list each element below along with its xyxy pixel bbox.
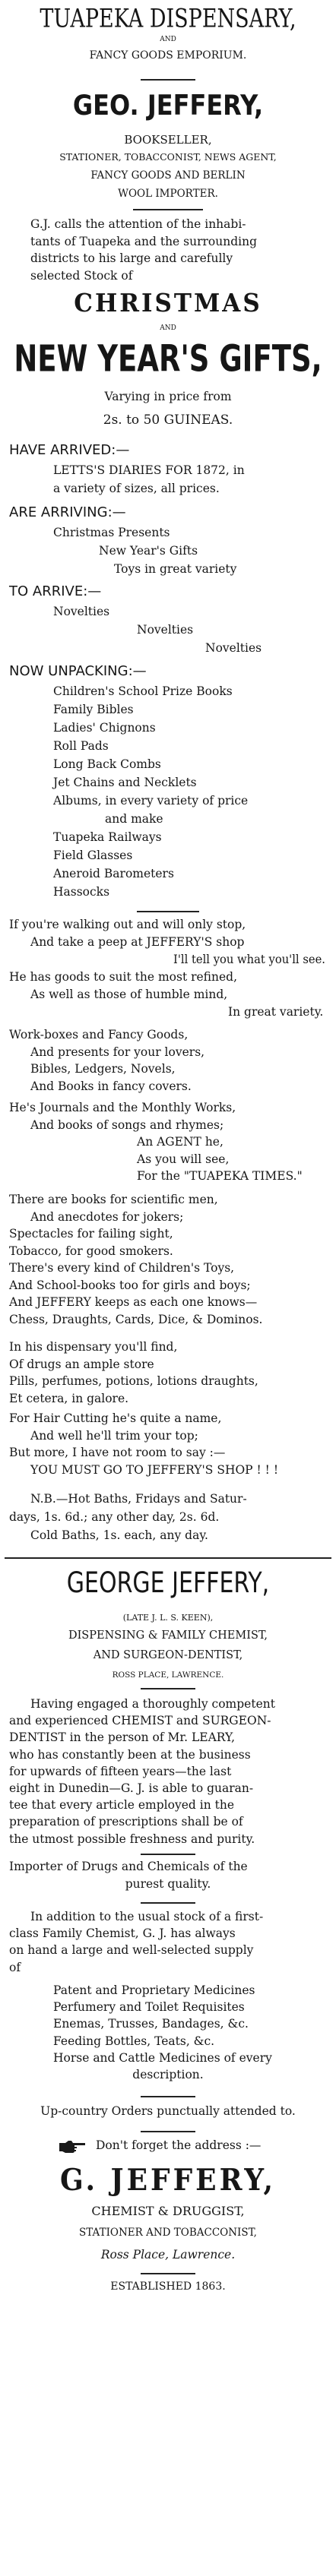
verse-line: Work-boxes and Fancy Goods,	[9, 1028, 189, 1041]
paragraph-line: tee that every article employed in the	[9, 1798, 234, 1813]
divider-rule	[141, 79, 195, 81]
to-arrive-line: Novelties	[205, 641, 262, 655]
chemist-name: GEORGE JEFFERY,	[66, 1566, 270, 1600]
unpacking-item: Ladies' Chignons	[53, 721, 156, 735]
verse-line: And books of songs and rhymes;	[30, 1117, 224, 1132]
supply-item: Patent and Proprietary Medicines	[53, 1983, 255, 1997]
baths-notice: Cold Baths, 1s. each, any day.	[30, 1528, 208, 1542]
verse-line: And anecdotes for jokers;	[30, 1209, 184, 1224]
verse-line: For the "TUAPEKA TIMES."	[137, 1169, 303, 1183]
verse-line: And Books in fancy covers.	[30, 1079, 192, 1093]
trade-line: WOOL IMPORTER.	[118, 188, 218, 200]
former-owner: (LATE J. L. S. KEEN),	[122, 1613, 214, 1623]
paragraph-line: of	[9, 1960, 21, 1974]
verse-line: And take a peep at JEFFERY'S shop	[30, 935, 245, 949]
verse-line: And well he'll trim your top;	[30, 1428, 198, 1443]
intro-text: G.J. calls the attention of the inhabi-	[30, 217, 246, 231]
paragraph-line: who has constantly been at the business	[9, 1747, 251, 1762]
unpacking-item: and make	[105, 812, 163, 826]
verse-line: Pills, perfumes, potions, lotions draughts,	[9, 1374, 258, 1388]
divider-rule	[141, 1854, 195, 1855]
arrived-line: a variety of sizes, all prices.	[53, 482, 220, 495]
supply-item: description.	[132, 2068, 204, 2081]
unpacking-item: Jet Chains and Necklets	[53, 776, 197, 789]
supply-item: Horse and Cattle Medicines of every	[53, 2050, 272, 2065]
paragraph-line: Having engaged a thoroughly competent	[30, 1697, 275, 1711]
have-arrived-heading: HAVE ARRIVED:—	[9, 442, 130, 458]
arriving-line: New Year's Gifts	[99, 544, 198, 558]
verse-line: Spectacles for failing sight,	[9, 1227, 173, 1241]
orders-notice: Up-country Orders punctually attended to.	[40, 2104, 296, 2118]
paragraph-line: Importer of Drugs and Chemicals of the	[9, 1860, 248, 1873]
divider-rule	[141, 1688, 195, 1689]
unpacking-item: Hassocks	[53, 885, 110, 899]
established-year: ESTABLISHED 1863.	[110, 2280, 226, 2293]
emporium-subheading: FANCY GOODS EMPORIUM.	[89, 49, 247, 62]
divider-rule	[141, 2096, 195, 2097]
verse-line: In great variety.	[228, 1005, 324, 1019]
unpacking-item: Long Back Combs	[53, 757, 161, 771]
verse-line: As well as those of humble mind,	[30, 988, 228, 1001]
chemist-role: AND SURGEON-DENTIST,	[93, 1649, 243, 1661]
to-arrive-heading: TO ARRIVE:—	[9, 583, 102, 599]
unpacking-item: Roll Pads	[53, 739, 109, 753]
intro-text: tants of Tuapeka and the surrounding	[30, 234, 257, 248]
footer-name: G. JEFFERY,	[60, 2162, 276, 2198]
divider-rule	[133, 209, 203, 210]
verse-line: Tobacco, for good smokers.	[9, 1244, 173, 1258]
verse-line: As you will see,	[137, 1152, 230, 1166]
unpacking-item: Aneroid Barometers	[53, 867, 174, 880]
verse-line: I'll tell you what you'll see.	[173, 953, 325, 966]
trade-line: BOOKSELLER,	[124, 133, 212, 147]
pointing-hand-icon	[58, 2138, 87, 2154]
supply-item: Perfumery and Toilet Requisites	[53, 2000, 245, 2015]
unpacking-item: Tuapeka Railways	[53, 830, 162, 844]
verse-line: Et cetera, in galore.	[9, 1391, 129, 1405]
divider-rule	[141, 2131, 195, 2132]
and-word: AND	[160, 36, 176, 43]
proprietor-name: GEO. JEFFERY,	[72, 88, 264, 122]
footer-address: Ross Place, Lawrence.	[100, 2248, 236, 2262]
verse-line: If you're walking out and will only stop,	[9, 918, 246, 931]
paragraph-line: class Family Chemist, G. J. has always	[9, 1926, 236, 1941]
address-reminder: Don't forget the address :—	[96, 2138, 262, 2152]
to-arrive-line: Novelties	[137, 623, 194, 637]
paragraph-line: and experienced CHEMIST and SURGEON-	[9, 1714, 271, 1728]
paragraph-line: purest quality.	[125, 1877, 211, 1891]
to-arrive-line: Novelties	[53, 605, 110, 618]
verse-line: But more, I have not room to say :—	[9, 1446, 226, 1459]
arriving-line: Christmas Presents	[53, 526, 170, 539]
arrived-line: LETTS'S DIARIES FOR 1872, in	[53, 463, 245, 477]
now-unpacking-heading: NOW UNPACKING:—	[9, 663, 147, 679]
paragraph-line: In addition to the usual stock of a first-	[30, 1910, 264, 1923]
paragraph-line: preparation of prescriptions shall be of	[9, 1815, 243, 1829]
verse-line: YOU MUST GO TO JEFFERY'S SHOP ! ! !	[30, 1462, 279, 1477]
verse-line: And JEFFERY keeps as each one knows—	[9, 1295, 258, 1309]
dispensary-heading: TUAPEKA DISPENSARY,	[40, 4, 296, 34]
trade-line: STATIONER, TOBACCONIST, NEWS AGENT,	[59, 151, 277, 163]
section-divider	[5, 1557, 331, 1559]
verse-line: And School-books too for girls and boys;	[9, 1278, 251, 1292]
intro-text: selected Stock of	[30, 268, 133, 283]
verse-line: He has goods to suit the most refined,	[9, 970, 238, 984]
trade-line: FANCY GOODS AND BERLIN	[90, 169, 246, 182]
new-year-gifts-heading: NEW YEAR'S GIFTS,	[14, 337, 322, 380]
verse-line: Chess, Draughts, Cards, Dice, & Dominos.	[9, 1312, 263, 1326]
verse-line: Of drugs an ample store	[9, 1357, 154, 1371]
chemist-role: DISPENSING & FAMILY CHEMIST,	[68, 1629, 268, 1642]
paragraph-line: the utmost possible freshness and purity.	[9, 1832, 255, 1846]
divider-rule	[137, 911, 199, 912]
verse-line: He's Journals and the Monthly Works,	[9, 1101, 236, 1114]
supply-item: Enemas, Trusses, Bandages, &c.	[53, 2017, 249, 2031]
verse-line: There's every kind of Children's Toys,	[9, 1261, 235, 1275]
footer-role: STATIONER AND TOBACCONIST,	[79, 2227, 257, 2239]
footer-role: CHEMIST & DRUGGIST,	[91, 2204, 245, 2218]
price-text: Varying in price from	[104, 390, 232, 403]
unpacking-item: Family Bibles	[53, 703, 134, 716]
verse-line: In his dispensary you'll find,	[9, 1340, 178, 1354]
verse-line: An AGENT he,	[137, 1135, 223, 1149]
baths-notice: days, 1s. 6d.; any other day, 2s. 6d.	[9, 1510, 220, 1524]
paragraph-line: eight in Dunedin—G. J. is able to guaran-	[9, 1781, 254, 1795]
verse-line: For Hair Cutting he's quite a name,	[9, 1411, 222, 1425]
divider-rule	[141, 2273, 195, 2274]
divider-rule	[141, 1902, 195, 1904]
arriving-line: Toys in great variety	[114, 562, 237, 576]
are-arriving-heading: ARE ARRIVING:—	[9, 504, 126, 520]
price-range: 2s. to 50 GUINEAS.	[103, 412, 233, 428]
unpacking-item: Children's School Prize Books	[53, 684, 233, 698]
verse-line: There are books for scientific men,	[9, 1193, 218, 1206]
paragraph-line: DENTIST in the person of Mr. LEARY,	[9, 1731, 236, 1745]
intro-text: districts to his large and carefully	[30, 251, 233, 265]
supply-item: Feeding Bottles, Teats, &c.	[53, 2034, 215, 2048]
unpacking-item: Field Glasses	[53, 849, 133, 862]
verse-line: Bibles, Ledgers, Novels,	[30, 1062, 176, 1076]
verse-line: And presents for your lovers,	[30, 1045, 205, 1059]
unpacking-item: Albums, in every variety of price	[53, 794, 249, 808]
paragraph-line: on hand a large and well-selected supply	[9, 1943, 254, 1958]
chemist-address: ROSS PLACE, LAWRENCE.	[112, 1670, 224, 1680]
and-word: AND	[160, 324, 176, 332]
christmas-heading: CHRISTMAS	[74, 289, 262, 318]
paragraph-line: for upwards of fifteen years—the last	[9, 1764, 232, 1778]
baths-notice: N.B.—Hot Baths, Fridays and Satur-	[30, 1492, 247, 1506]
